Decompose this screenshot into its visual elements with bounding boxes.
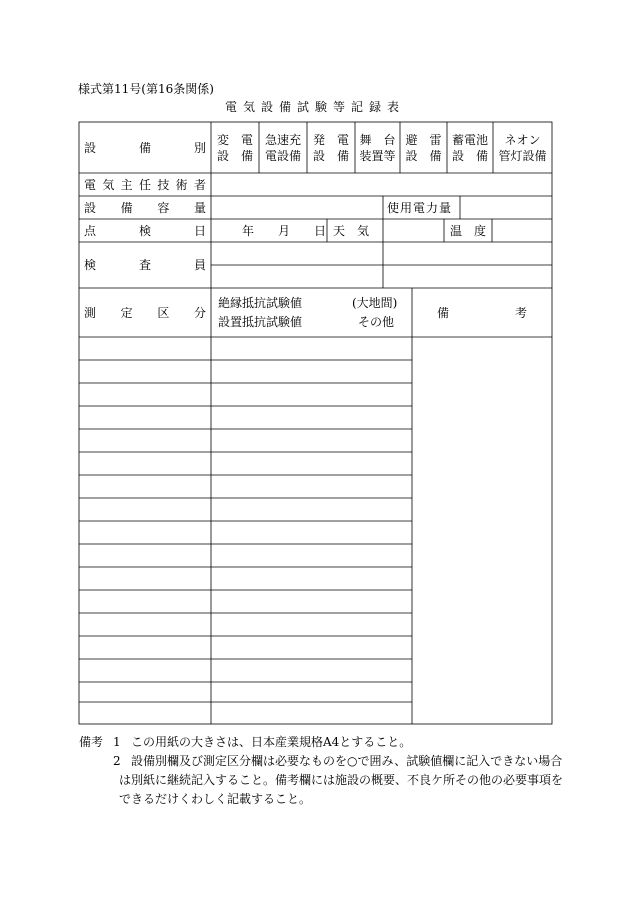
capacity-label: 設 備 容 量: [84, 201, 206, 215]
insulation-ground-sub: (大地間): [352, 296, 398, 310]
note-2-line-1: 設備別欄及び測定区分欄は必要なものを○で囲み、試験値欄に記入できない場合: [131, 754, 563, 768]
note-1-number: 1: [113, 735, 121, 749]
equipment-neon[interactable]: ネオン 管灯設備: [498, 133, 547, 163]
inspector-label: 検 査 員: [84, 258, 206, 272]
document-title: 電気設備試験等記録表: [224, 100, 405, 114]
equipment-lightning-protection[interactable]: 避 雷 設 備: [405, 133, 442, 163]
note-1-text: この用紙の大きさは、日本産業規格A4とすること。: [131, 735, 412, 749]
note-2-line-2: は別紙に継続記入すること。備考欄には施設の概要、不良ケ所その他の必要事項を: [119, 773, 564, 787]
equipment-generator[interactable]: 発 電 設 備: [312, 133, 349, 163]
temperature-label: 温 度: [449, 224, 486, 238]
equipment-stage[interactable]: 舞 台 装置等: [359, 133, 396, 163]
notes-heading: 備考: [79, 735, 104, 749]
form-number: 様式第11号(第16条関係): [78, 82, 214, 96]
equipment-type-label: 設 備 別: [84, 141, 206, 155]
equipment-quick-charger[interactable]: 急速充 電設備: [264, 133, 301, 163]
power-usage-label: 使用電力量: [387, 201, 453, 215]
note-2-number: 2: [113, 754, 121, 768]
equipment-battery[interactable]: 蓄電池 設 備: [451, 133, 488, 163]
remarks-label: 備 考: [437, 306, 527, 320]
note-2-line-3: できるだけくわしく記載すること。: [119, 792, 312, 806]
date-year: 年: [242, 224, 255, 238]
measurement-category-label: 測 定 区 分: [84, 306, 206, 320]
equipment-substation[interactable]: 変 電 設 備: [216, 133, 253, 163]
grounding-other-sub: その他: [358, 315, 395, 329]
inspection-date-label: 点 検 日: [84, 224, 206, 238]
date-month: 月: [278, 224, 291, 238]
grounding-resistance-label[interactable]: 設置抵抗試験値: [218, 315, 303, 329]
weather-label: 天 気: [333, 224, 370, 238]
insulation-resistance-label[interactable]: 絶縁抵抗試験値: [218, 296, 303, 310]
chief-engineer-label: 電 気 主 任 技 術 者: [84, 178, 206, 192]
date-day: 日: [314, 224, 327, 238]
